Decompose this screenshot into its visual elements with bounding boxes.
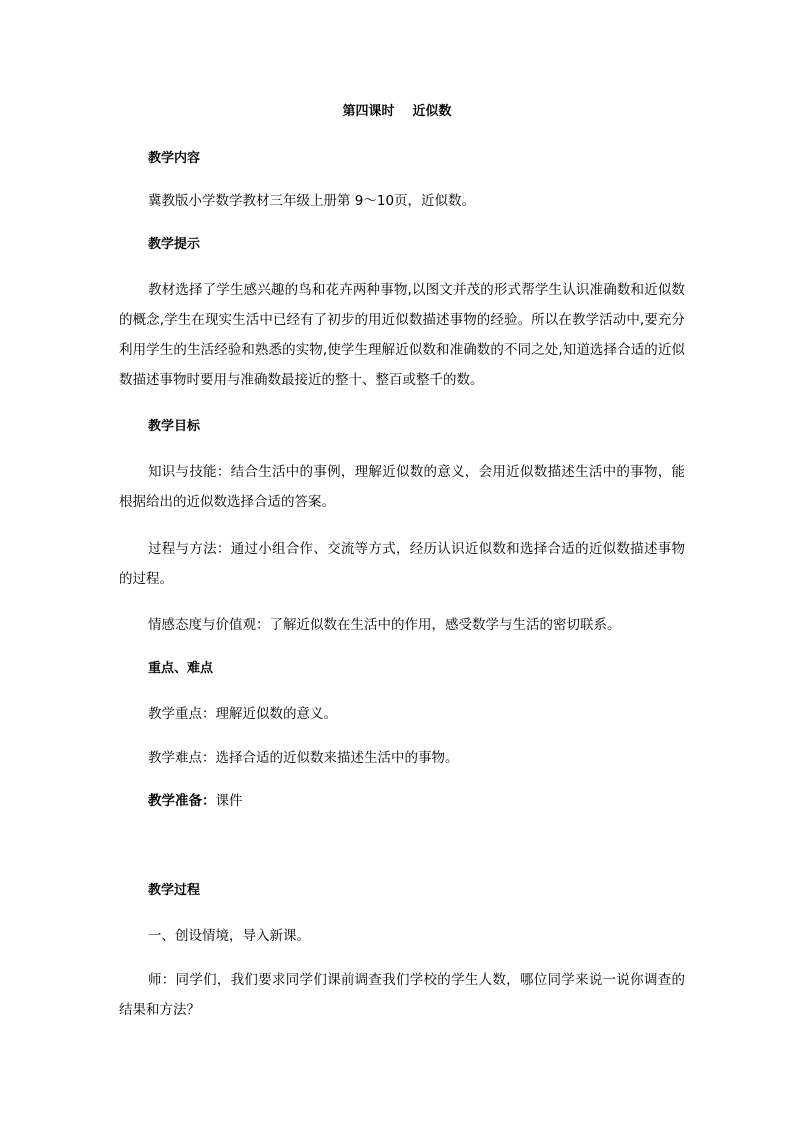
goal-knowledge-paragraph: 知识与技能：结合生活中的事例，理解近似数的意义，会用近似数描述生活中的事物，能根据给出的近似数选择合适的答案。: [119, 464, 685, 510]
heading-teaching-hints: 教学提示: [148, 237, 201, 252]
goal-emotion-text: 情感态度与价值观：了解近似数在生活中的作用，感受数学与生活的密切联系。: [148, 617, 621, 633]
teaching-preparation-value: 课件: [215, 793, 243, 809]
heading-key-points: 重点、难点: [148, 661, 214, 676]
teaching-hints-paragraph: 教材选择了学生感兴趣的鸟和花卉两种事物,以图文并茂的形式帮学生认识准确数和近似数的概念,学生在现实生活中已经有了初步的用近似数描述事物的经验。所以在教学活动中,要充分利用学生的生活经验和熟悉的实物,使学生理解近似数和准确数的不同之处,知道选择合适的近似数描述事物时要用与准确数最接近的整十、整百或整千的数。: [119, 282, 685, 388]
difficult-point-text: 教学难点：选择合适的近似数来描述生活中的事物。: [148, 750, 459, 766]
teacher-dialogue-paragraph: 师：同学们，我们要求同学们课前调查我们学校的学生人数，哪位同学来说一说你调查的结果和方法？: [119, 972, 685, 1018]
heading-teaching-content: 教学内容: [148, 151, 201, 166]
key-point-text: 教学重点：理解近似数的意义。: [148, 706, 337, 722]
step-one-text: 一、创设情境，导入新课。: [148, 928, 310, 944]
goal-process-paragraph: 过程与方法：通过小组合作、交流等方式，经历认识近似数和选择合适的近似数描述事物的过程。: [119, 541, 685, 587]
teaching-preparation: [148, 792, 243, 810]
heading-teaching-process: 教学过程: [148, 883, 201, 898]
heading-teaching-goals: 教学目标: [148, 419, 201, 434]
teaching-preparation-label: 教学准备：: [148, 793, 216, 809]
teaching-content-text: 冀教版小学数学教材三年级上册第 9～10页，近似数。: [148, 193, 476, 209]
document-title: 第四课时 近似数: [342, 104, 452, 119]
